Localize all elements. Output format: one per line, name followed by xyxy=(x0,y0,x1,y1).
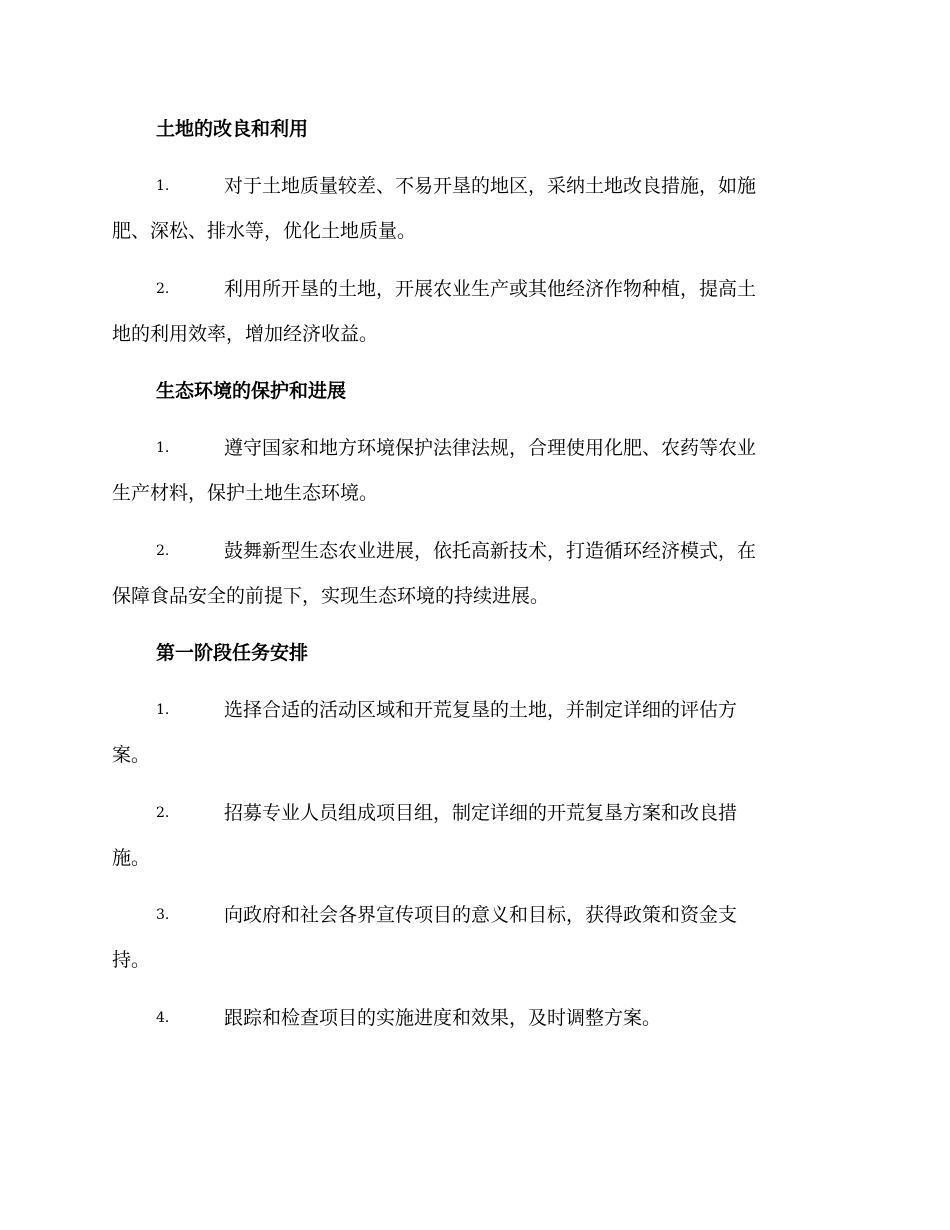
item-text-line: 保障食品安全的前提下，实现生态环境的持续进展。 xyxy=(112,585,550,607)
item-text-line: 肥、深松、排水等，优化土地质量。 xyxy=(112,220,417,242)
item-number: 4. xyxy=(156,1010,170,1026)
item-text-line: 鼓舞新型生态农业进展，依托高新技术，打造循环经济模式，在 xyxy=(224,540,757,562)
section-heading: 第一阶段任务安排 xyxy=(156,642,309,664)
item-text-line: 对于土地质量较差、不易开垦的地区，采纳土地改良措施，如施 xyxy=(224,175,757,197)
list-item xyxy=(112,996,834,1041)
item-text-line: 招募专业人员组成项目组，制定详细的开荒复垦方案和改良措 xyxy=(224,802,738,824)
list-item xyxy=(112,164,834,254)
list-item xyxy=(112,791,834,881)
item-number: 2. xyxy=(156,805,170,821)
item-text-line: 持。 xyxy=(112,949,151,971)
item-text-line: 地的利用效率，增加经济收益。 xyxy=(112,323,379,345)
section-heading: 土地的改良和利用 xyxy=(156,118,309,140)
item-text-line: 遵守国家和地方环境保护法律法规，合理使用化肥、农药等农业 xyxy=(224,437,757,459)
item-text-line: 生产材料，保护土地生态环境。 xyxy=(112,482,379,504)
item-number: 2. xyxy=(156,543,170,559)
item-text-line: 利用所开垦的土地，开展农业生产或其他经济作物种植，提高土 xyxy=(224,278,757,300)
item-number: 1. xyxy=(156,702,170,718)
item-text-line: 选择合适的活动区域和开荒复垦的土地，并制定详细的评估方 xyxy=(224,699,738,721)
item-number: 3. xyxy=(156,907,170,923)
item-text-line: 案。 xyxy=(112,744,151,766)
item-text-line: 向政府和社会各界宣传项目的意义和目标，获得政策和资金支 xyxy=(224,904,738,926)
list-item xyxy=(112,426,834,516)
list-item xyxy=(112,267,834,357)
item-text-line: 施。 xyxy=(112,847,151,869)
item-number: 1. xyxy=(156,178,170,194)
item-number: 1. xyxy=(156,440,170,456)
list-item xyxy=(112,893,834,983)
section-heading: 生态环境的保护和进展 xyxy=(156,380,347,402)
list-item xyxy=(112,688,834,778)
item-text-line: 跟踪和检查项目的实施进度和效果，及时调整方案。 xyxy=(224,1007,662,1029)
item-number: 2. xyxy=(156,281,170,297)
list-item xyxy=(112,529,834,619)
